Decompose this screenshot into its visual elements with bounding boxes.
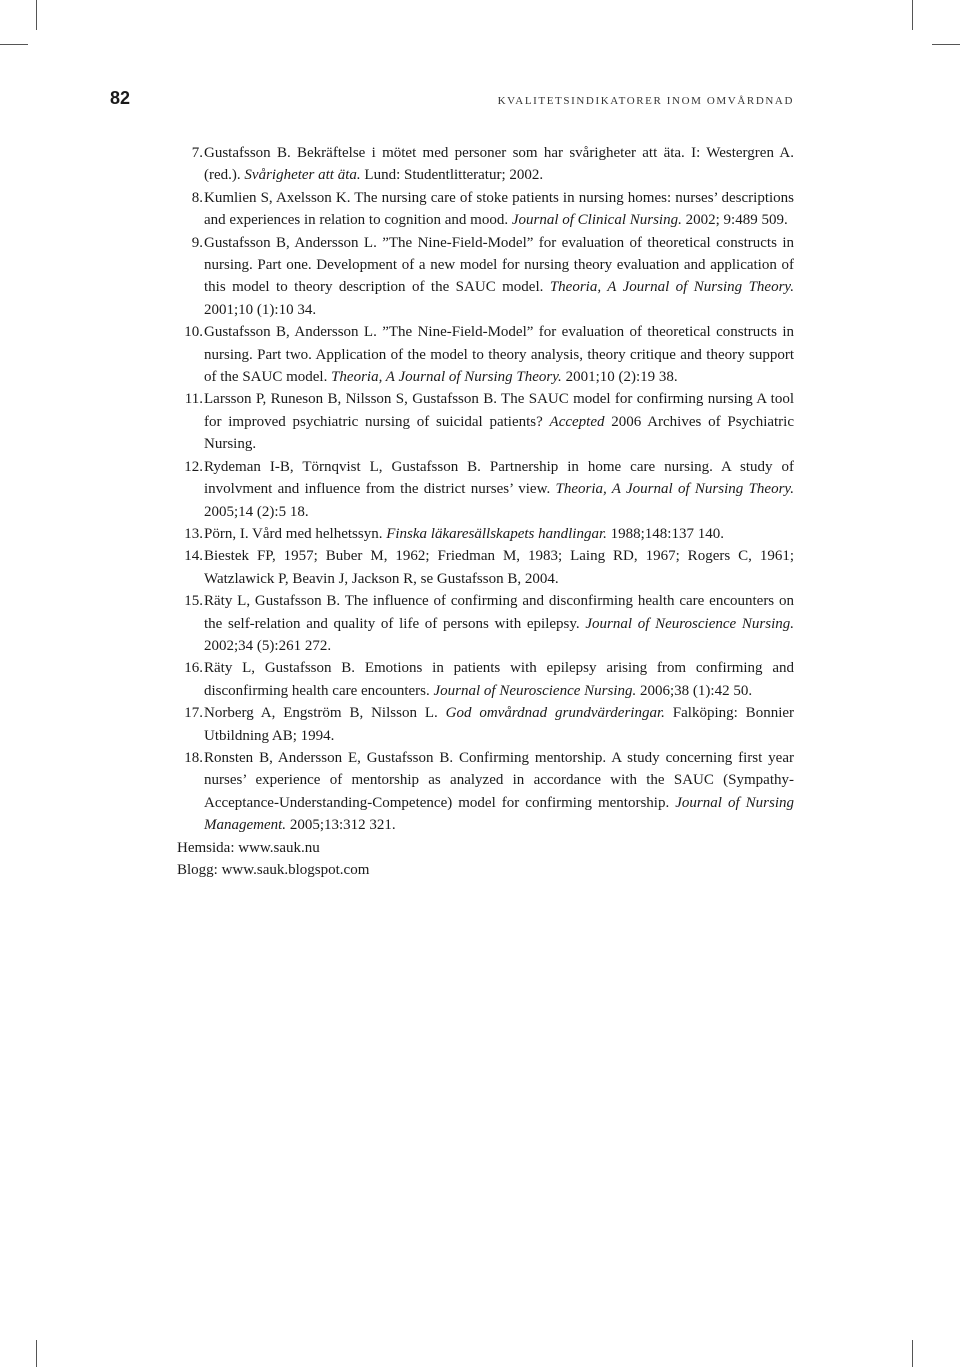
reference-item xyxy=(176,388,794,455)
reference-item xyxy=(176,232,794,322)
reference-text: Räty L, Gustafsson B. Emotions in patients with epilepsy arising from confirming and disconfirming health care encounters. xyxy=(204,660,794,699)
reference-item xyxy=(176,142,794,187)
reference-text: 2006 Archives of Psychiatric Nursing. xyxy=(204,413,795,453)
reference-italic: Journal of Clinical Nursing. xyxy=(511,212,682,229)
reference-text: Räty L, Gustafsson B. The influence of confirming and disconfirming health care encounters on the self-relation and quality of life of persons with epilepsy. xyxy=(204,593,794,632)
reference-text: 2001;10 (1):10 34. xyxy=(204,301,317,318)
reference-text: Falköping: Bonnier Utbildning AB; 1994. xyxy=(204,705,795,744)
crop-mark-bottom-left-vertical xyxy=(36,1340,37,1367)
reference-italic: Svårigheter att äta. xyxy=(244,167,361,184)
reference-italic: Journal of Nursing Management. xyxy=(204,794,794,834)
blog-link[interactable]: Blogg: www.sauk.blogspot.com xyxy=(177,862,370,878)
reference-item xyxy=(176,523,794,545)
reference-italic: Theoria, A Journal of Nursing Theory. xyxy=(549,279,794,296)
reference-text: Gustafsson B. Bekräftelse i mötet med personer som har svårigheter att äta. I: Westergren A. (red.). xyxy=(204,145,794,184)
reference-text xyxy=(547,705,555,721)
reference-number: 10. xyxy=(184,324,203,341)
reference-italic: Theoria, A Journal of Nursing Theory. xyxy=(555,481,794,498)
reference-item xyxy=(176,321,794,388)
crop-mark-top-right-horizontal xyxy=(932,44,960,45)
homepage-link[interactable]: Hemsida: www.sauk.nu xyxy=(177,839,320,856)
reference-item xyxy=(176,590,794,657)
reference-text: Biestek FP, 1957; Buber M, 1962; Friedman M, 1983; Laing RD, 1967; Rogers C, 1961; Watzlawick P, Beavin J, Jackson R, se Gustafsson B, 2004. xyxy=(204,548,794,587)
reference-text: 2002;34 (5):261 272. xyxy=(204,637,332,654)
reference-italic: God omvårdnad xyxy=(445,705,548,722)
reference-number: 9. xyxy=(191,234,203,251)
reference-italic: Journal of Neuroscience Nursing. xyxy=(433,682,637,699)
reference-text: 2001;10 (2):19 38. xyxy=(561,369,678,386)
reference-italic: grundvärderingar. xyxy=(555,705,665,722)
reference-text: Gustafsson B, Andersson L. ”The Nine-Field-Model” for evaluation of theoretical constructs in nursing. Part one. Development of a new model for nursing theory evaluation and application of this model to theory description of the SAUC model. xyxy=(204,234,794,296)
reference-text: 2002; 9:489 509. xyxy=(681,212,788,229)
reference-text: Pörn, I. Vård med helhetssyn. xyxy=(204,525,387,542)
reference-number: 12. xyxy=(184,458,203,475)
reference-item xyxy=(176,747,794,837)
reference-text: Ronsten B, Andersson E, Gustafsson B. Confirming mentorship. A study concerning first year nurses’ experience of mentorship as analyzed in accordance with the SAUC (Sympathy-Acceptance-Understanding-Competence) model for confirming mentorship. xyxy=(204,749,794,811)
reference-item xyxy=(176,657,794,702)
reference-number: 17. xyxy=(184,705,203,722)
reference-text: 1988;148:137 140. xyxy=(606,525,724,542)
reference-text: Lund: Studentlitteratur; 2002. xyxy=(360,167,544,184)
reference-number: 8. xyxy=(191,189,203,206)
reference-text: Rydeman I-B, Törnqvist L, Gustafsson B. Partnership in home care nursing. A study of involvment and influence from the district nurses’ view. xyxy=(204,458,794,498)
reference-item xyxy=(176,456,794,523)
reference-text: Gustafsson B, Andersson L. ”The Nine-Field-Model” for evaluation of theoretical constructs in nursing. Part two. Application of the model to theory analysis, theory critique and theory support of the SAUC model. xyxy=(204,324,794,386)
page-number: 82 xyxy=(110,88,131,108)
reference-number: 15. xyxy=(184,593,203,610)
reference-item xyxy=(176,702,794,747)
reference-number: 18. xyxy=(184,749,203,766)
reference-number: 7. xyxy=(191,145,203,161)
reference-text: Larsson P, Runeson B, Nilsson S, Gustafsson B. The SAUC model for confirming nursing A tool for improved psychiatric nursing of suicidal patients? xyxy=(204,391,794,430)
reference-text: 2005;14 (2):5 18. xyxy=(204,503,309,520)
reference-number: 14. xyxy=(184,548,203,565)
reference-text: Norberg A, Engström B, Nilsson L. xyxy=(204,705,446,722)
reference-number: 11. xyxy=(184,391,203,408)
reference-list xyxy=(176,142,794,881)
reference-item xyxy=(176,187,794,232)
reference-text: 2005;13:312 321. xyxy=(286,817,396,834)
reference-item xyxy=(176,545,794,590)
running-head: KVALITETSINDIKATORER INOM OMVÅRDNAD xyxy=(497,95,794,107)
reference-italic: Journal of Neuroscience Nursing. xyxy=(585,615,794,632)
reference-text: Kumlien S, Axelsson K. The nursing care of stoke patients in nursing homes: nurses’ descriptions and experiences in relation to cognition and mood. xyxy=(204,189,794,229)
reference-italic: Finska läkaresällskapets handlingar. xyxy=(386,525,607,542)
crop-mark-top-left-vertical xyxy=(36,0,37,30)
reference-italic: Accepted xyxy=(549,413,605,430)
reference-number: 16. xyxy=(184,660,203,677)
reference-italic: Theoria, A Journal of Nursing Theory. xyxy=(331,369,562,386)
crop-mark-top-right-vertical xyxy=(912,0,913,30)
reference-number: 13. xyxy=(184,525,203,542)
reference-text: 2006;38 (1):42 50. xyxy=(636,682,753,699)
crop-mark-bottom-right-vertical xyxy=(912,1340,913,1367)
crop-mark-top-left-horizontal xyxy=(0,44,28,45)
